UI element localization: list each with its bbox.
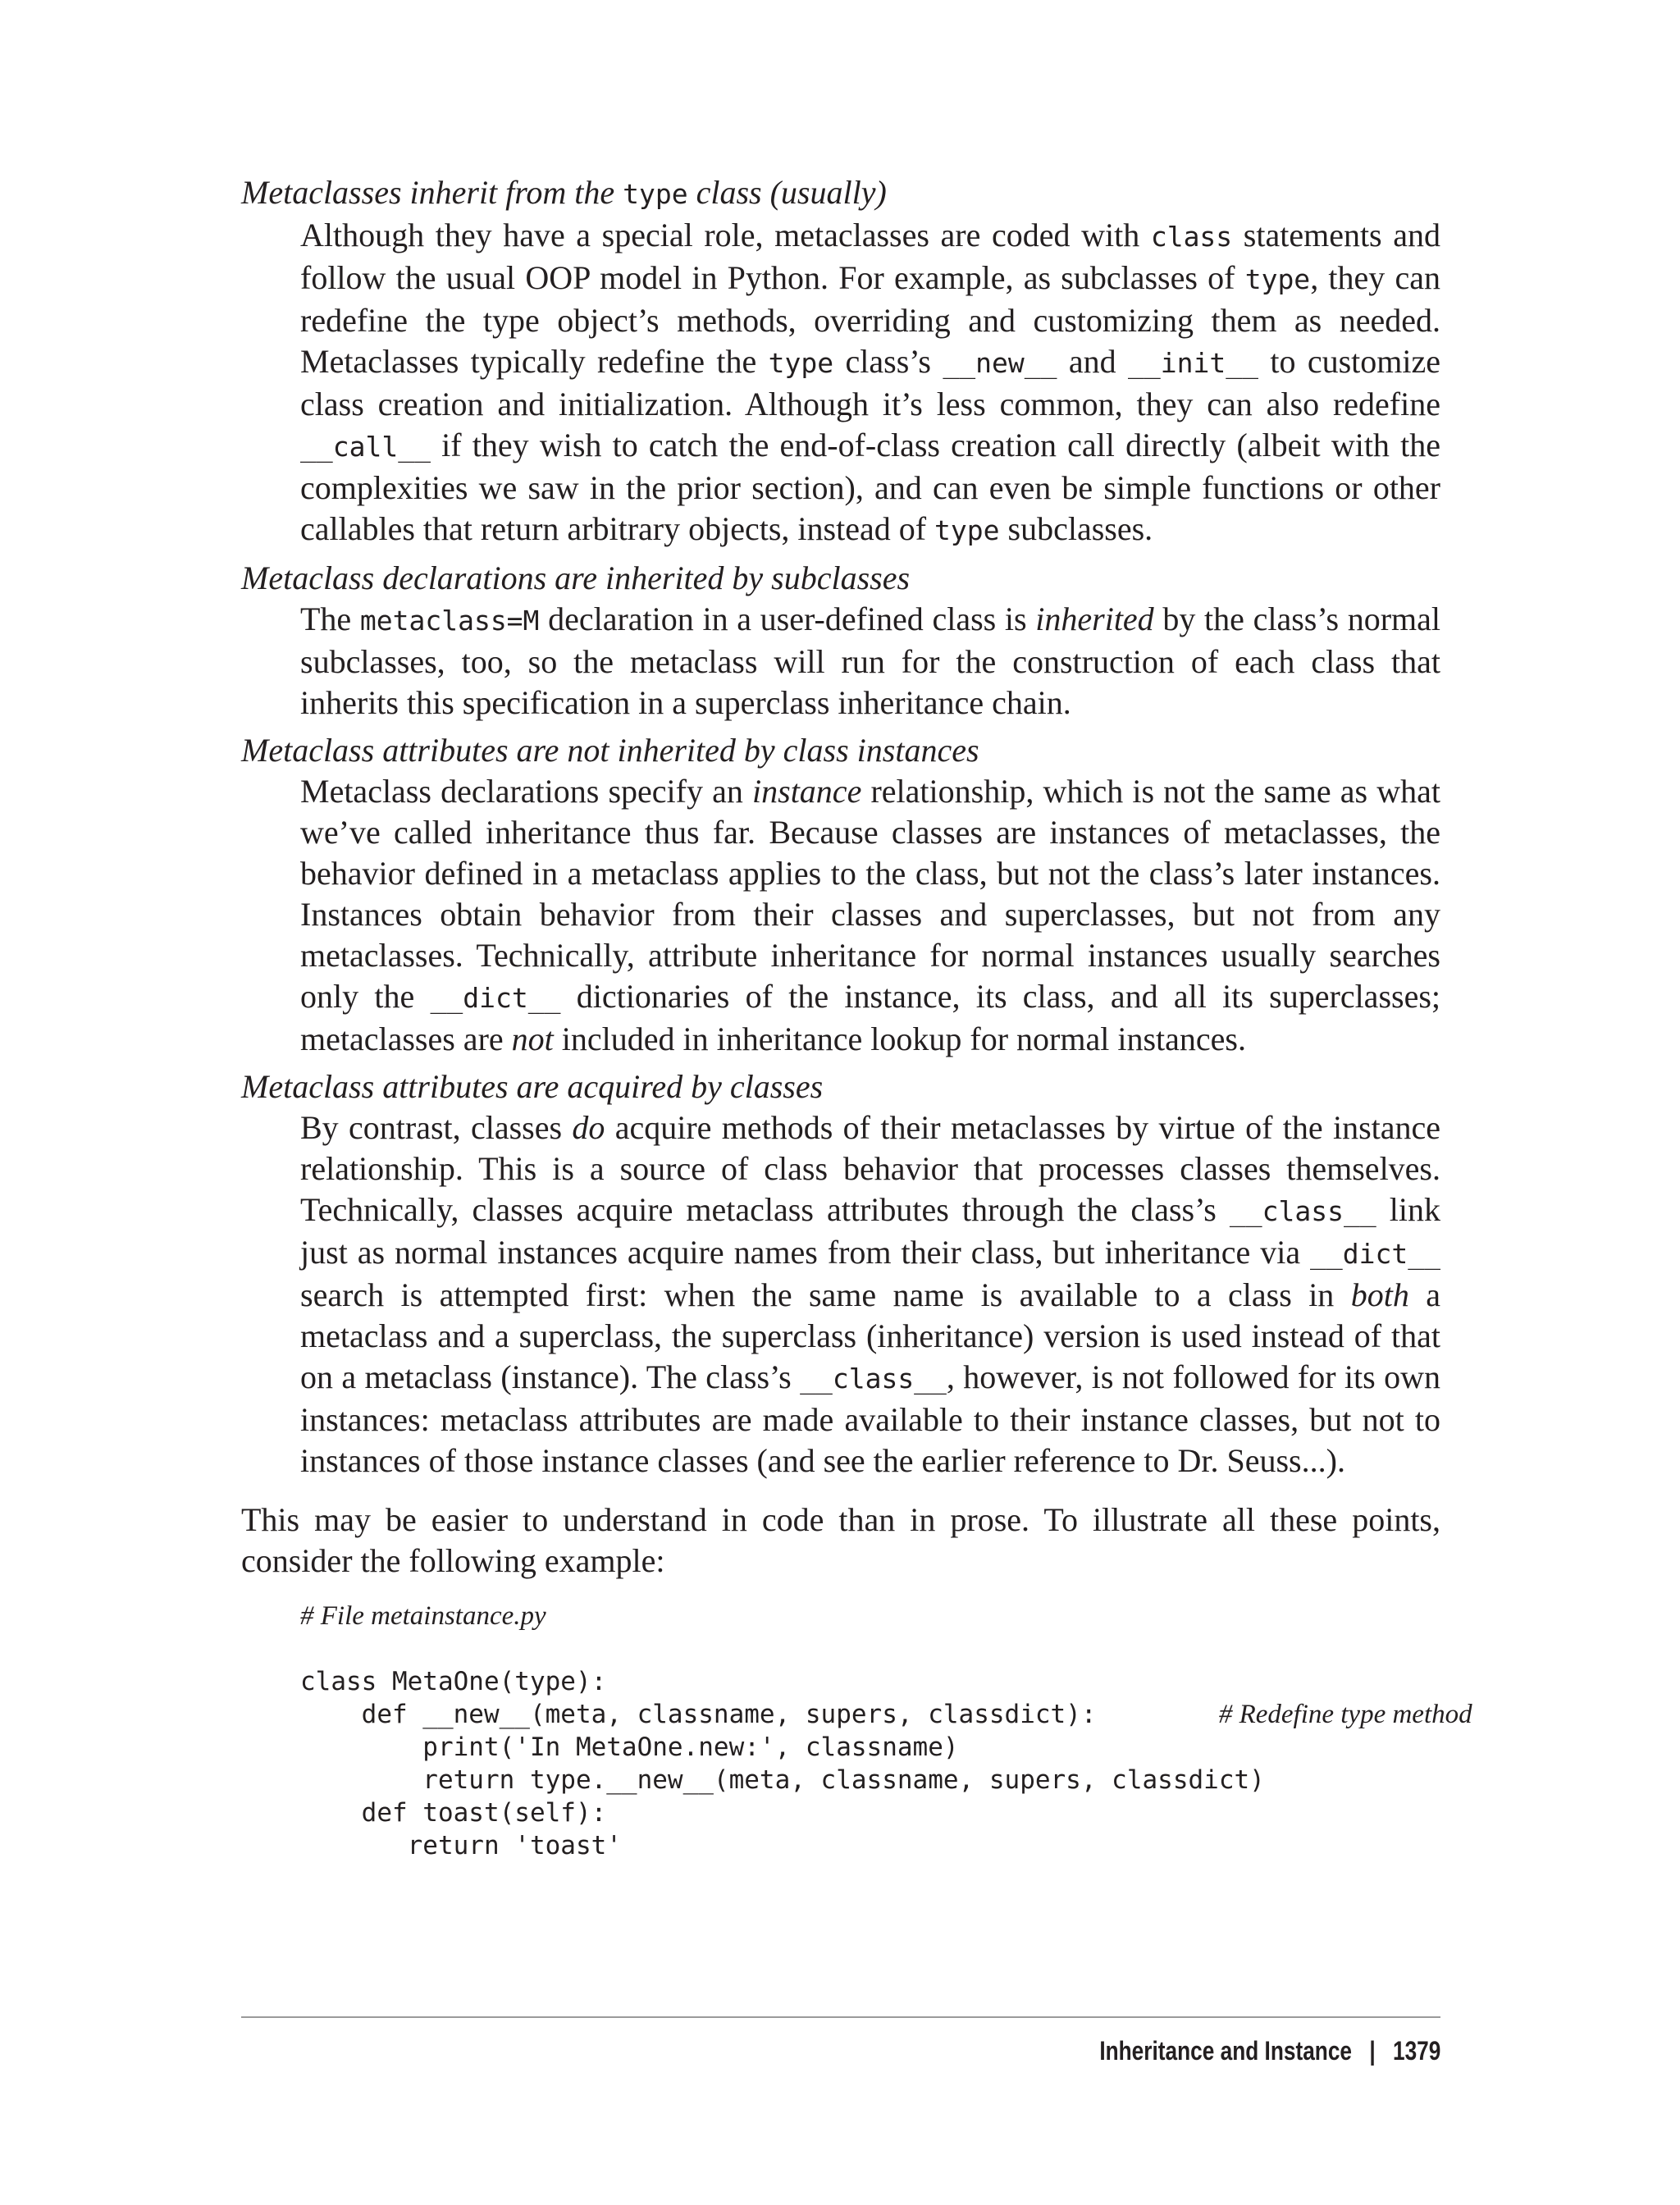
term-title: Metaclass attributes are not inherited by class instances <box>241 732 979 769</box>
footer-separator: | <box>1368 2036 1376 2066</box>
term-definition: By contrast, classes do acquire methods of their metaclasses by virtue of the instance relationship. This is a source of class behavior that processes classes themselves. Technically, classes acquire metaclass attributes through the class’s __class__ link just as normal instances acquire names from their class, but inheritance via __dict__ search is attempted first: when the same name is available to a class in both a metaclass and a superclass, the superclass (inheritance) version is used instead of that on a metaclass (instance). The class’s __class__, however, is not followed for its own instances: metaclass attributes are made available to their instance classes, but not to instances of those instance classes (and see the earlier reference to Dr. Seuss...). <box>300 1109 1441 1479</box>
code-line: class MetaOne(type): <box>300 1667 607 1696</box>
page-footer <box>241 2016 1440 2066</box>
term-title: Metaclass declarations are inherited by subclasses <box>241 559 911 596</box>
code-file-comment: # File metainstance.py <box>300 1601 546 1631</box>
code-line: return type.__new__(meta, classname, supers, classdict) <box>300 1765 1265 1795</box>
page-content <box>241 172 1472 1862</box>
code-line: def toast(self): <box>300 1798 607 1828</box>
term-title: Metaclasses inherit from the type class (usually) <box>241 174 887 211</box>
code-inline-comment: # Redefine type method <box>1218 1700 1472 1729</box>
footer-running-head <box>1099 2034 1440 2067</box>
code-line: print('In MetaOne.new:', classname) <box>300 1732 959 1762</box>
code-listing <box>300 1600 1472 1862</box>
code-line: return 'toast' <box>300 1831 622 1860</box>
footer-section-title: Inheritance and Instance <box>1098 2036 1352 2066</box>
term-definition: The metaclass=M declaration in a user-defined class is inherited by the class’s normal subclasses, too, so the metaclass will run for the construction of each class that inherits this specification in a superclass inheritance chain. <box>300 600 1441 721</box>
term-title: Metaclass attributes are acquired by classes <box>241 1068 824 1105</box>
intro-paragraph: This may be easier to understand in code than in prose. To illustrate all these points, consider the following example: <box>241 1501 1440 1579</box>
page-number: 1379 <box>1392 2036 1440 2066</box>
term-definition: Although they have a special role, metaclasses are coded with class statements and follow the usual OOP model in Python. For example, as subclasses of type, they can redefine the type object’s methods, overriding and customizing them as needed. Metaclasses typically redefine the type class’s __new__ and __init__ to customize class creation and initialization. Although it’s less common, they can also redefine __call__ if they wish to catch the end-of-class creation call directly (albeit with the complexities we saw in the prior section), and can even be simple functions or other callables that return arbitrary objects, instead of type subclasses. <box>300 217 1441 547</box>
term-definition: Metaclass declarations specify an instance relationship, which is not the same as what we’ve called inheritance thus far. Because classes are instances of metaclasses, the behavior defined in a metaclass applies to the class, but not the class’s later instances. Instances obtain behavior from their classes and superclasses, but not from any metaclasses. Technically, attribute inheritance for normal instances usually searches only the __dict__ dictionaries of the instance, its class, and all its superclasses; metaclasses are not included in inheritance lookup for normal instances. <box>300 773 1441 1057</box>
code-line: def __new__(meta, classname, supers, classdict): <box>300 1700 1097 1729</box>
